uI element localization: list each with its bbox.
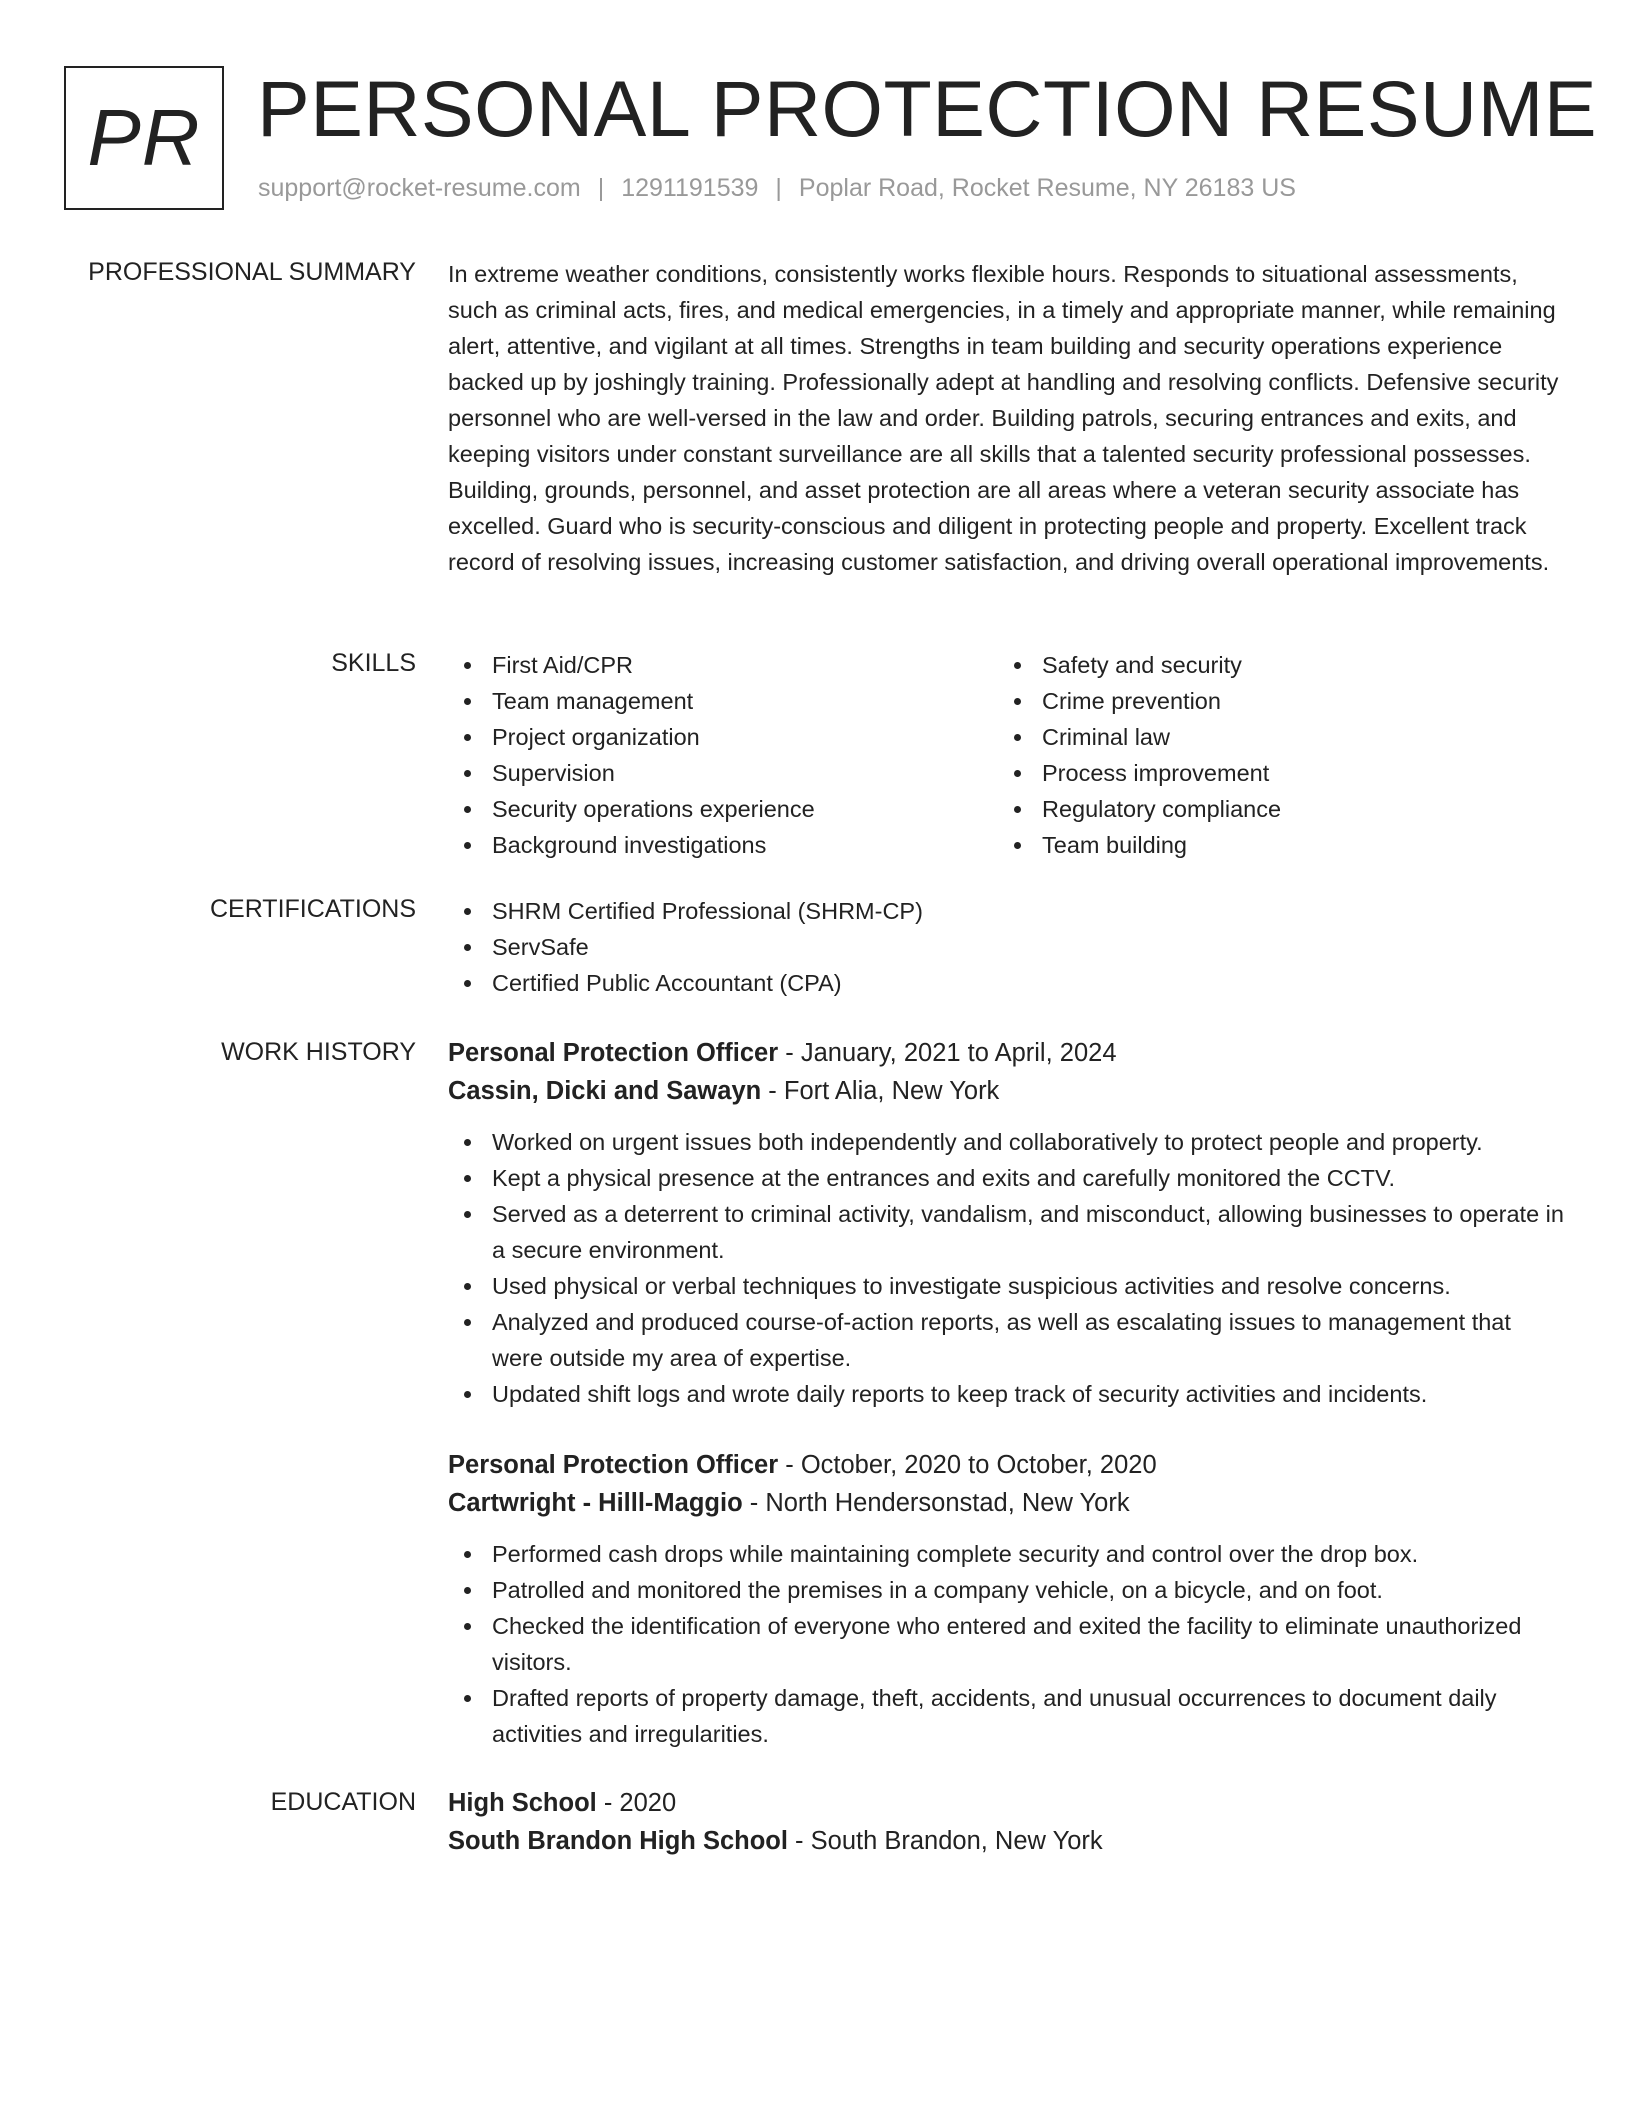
job-dates: - January, 2021 to April, 2024 [778, 1039, 1117, 1067]
list-item: Security operations experience [448, 791, 998, 827]
job-title: Personal Protection Officer [448, 1039, 779, 1067]
contact-email: support@rocket-resume.com [258, 174, 581, 202]
job-company-line [448, 1484, 1568, 1522]
list-item: Served as a deterrent to criminal activity, vandalism, and misconduct, allowing businesses to operate in a secure environment. [448, 1196, 1568, 1268]
skills-list-right [998, 647, 1548, 863]
list-item: Process improvement [998, 755, 1548, 791]
list-item: Patrolled and monitored the premises in a company vehicle, on a bicycle, and on foot. [448, 1572, 1568, 1608]
education-entry [448, 1784, 1568, 1860]
summary-text: In extreme weather conditions, consistently works flexible hours. Responds to situational assessments, such as criminal acts, fires, and medical emergencies, in a timely and appropriate manner, while remaining alert, attentive, and vigilant at all times. Strengths in team building and security operations experience backed up by joshingly training. Professionally adept at handling and resolving conflicts. Defensive security personnel who are well-versed in the law and order. Building patrols, securing entrances and exits, and keeping visitors under constant surveillance are all skills that a talented security professional possesses. Building, grounds, personnel, and asset protection are all areas where a veteran security associate has excelled. Guard who is security-conscious and diligent in protecting people and property. Excellent track record of resolving issues, increasing customer satisfaction, and driving overall operational improvements. [448, 261, 1559, 575]
list-item: Supervision [448, 755, 998, 791]
job-duties-list [448, 1536, 1568, 1752]
work-history-label: WORK HISTORY [221, 1038, 416, 1066]
education-degree: High School [448, 1789, 597, 1817]
education-school: South Brandon High School [448, 1827, 788, 1855]
job-duties-list [448, 1124, 1568, 1412]
monogram-initials: PR [87, 93, 201, 182]
certifications-label: CERTIFICATIONS [209, 895, 416, 923]
list-item: Performed cash drops while maintaining complete security and control over the drop box. [448, 1536, 1568, 1572]
education-label: EDUCATION [270, 1788, 416, 1816]
list-item: Checked the identification of everyone who entered and exited the facility to eliminate unauthorized visitors. [448, 1608, 1568, 1680]
list-item: Crime prevention [998, 683, 1548, 719]
list-item: Analyzed and produced course-of-action reports, as well as escalating issues to management that were outside my area of expertise. [448, 1304, 1568, 1376]
job-company: Cassin, Dicki and Sawayn [448, 1077, 762, 1105]
education-location: - South Brandon, New York [787, 1827, 1103, 1855]
list-item: Regulatory compliance [998, 791, 1548, 827]
list-item: Drafted reports of property damage, theft, accidents, and unusual occurrences to document daily activities and irregularities. [448, 1680, 1568, 1752]
job-entry [448, 1446, 1568, 1752]
list-item: SHRM Certified Professional (SHRM-CP) [448, 893, 1568, 929]
job-entry [448, 1034, 1568, 1412]
resume-title: PERSONAL PROTECTION RESUME [257, 64, 1598, 153]
list-item: Criminal law [998, 719, 1548, 755]
contact-separator: | [775, 174, 782, 202]
list-item: Team building [998, 827, 1548, 863]
summary-label: PROFESSIONAL SUMMARY [88, 258, 416, 286]
certifications-list [448, 893, 1568, 1001]
job-company: Cartwright - Hilll-Maggio [448, 1489, 743, 1517]
list-item: Updated shift logs and wrote daily reports to keep track of security activities and incidents. [448, 1376, 1568, 1412]
skills-label: SKILLS [331, 649, 416, 677]
list-item: Certified Public Accountant (CPA) [448, 965, 1568, 1001]
education-school-line [448, 1822, 1568, 1860]
skills-columns [448, 647, 1568, 863]
job-title-line [448, 1446, 1568, 1484]
contact-separator: | [597, 174, 605, 202]
list-item: Used physical or verbal techniques to investigate suspicious activities and resolve concerns. [448, 1268, 1568, 1304]
list-item: Kept a physical presence at the entrances and exits and carefully monitored the CCTV. [448, 1160, 1568, 1196]
education-degree-line [448, 1784, 1568, 1822]
monogram-box [64, 66, 224, 210]
contact-phone: 1291191539 [621, 174, 759, 202]
job-title: Personal Protection Officer [448, 1451, 779, 1479]
list-item: First Aid/CPR [448, 647, 998, 683]
contact-address: Poplar Road, Rocket Resume, NY 26183 US [798, 174, 1296, 202]
job-company-line [448, 1072, 1568, 1110]
job-location: - North Hendersonstad, New York [742, 1489, 1130, 1517]
job-title-line [448, 1034, 1568, 1072]
list-item: ServSafe [448, 929, 1568, 965]
resume-header [64, 64, 1598, 212]
job-dates: - October, 2020 to October, 2020 [778, 1451, 1157, 1479]
education-year: - 2020 [596, 1789, 677, 1817]
skills-list-left [448, 647, 998, 863]
list-item: Safety and security [998, 647, 1548, 683]
list-item: Background investigations [448, 827, 998, 863]
list-item: Team management [448, 683, 998, 719]
contact-line [258, 174, 1296, 203]
list-item: Worked on urgent issues both independently and collaboratively to protect people and property. [448, 1124, 1568, 1160]
job-location: - Fort Alia, New York [761, 1077, 1000, 1105]
list-item: Project organization [448, 719, 998, 755]
